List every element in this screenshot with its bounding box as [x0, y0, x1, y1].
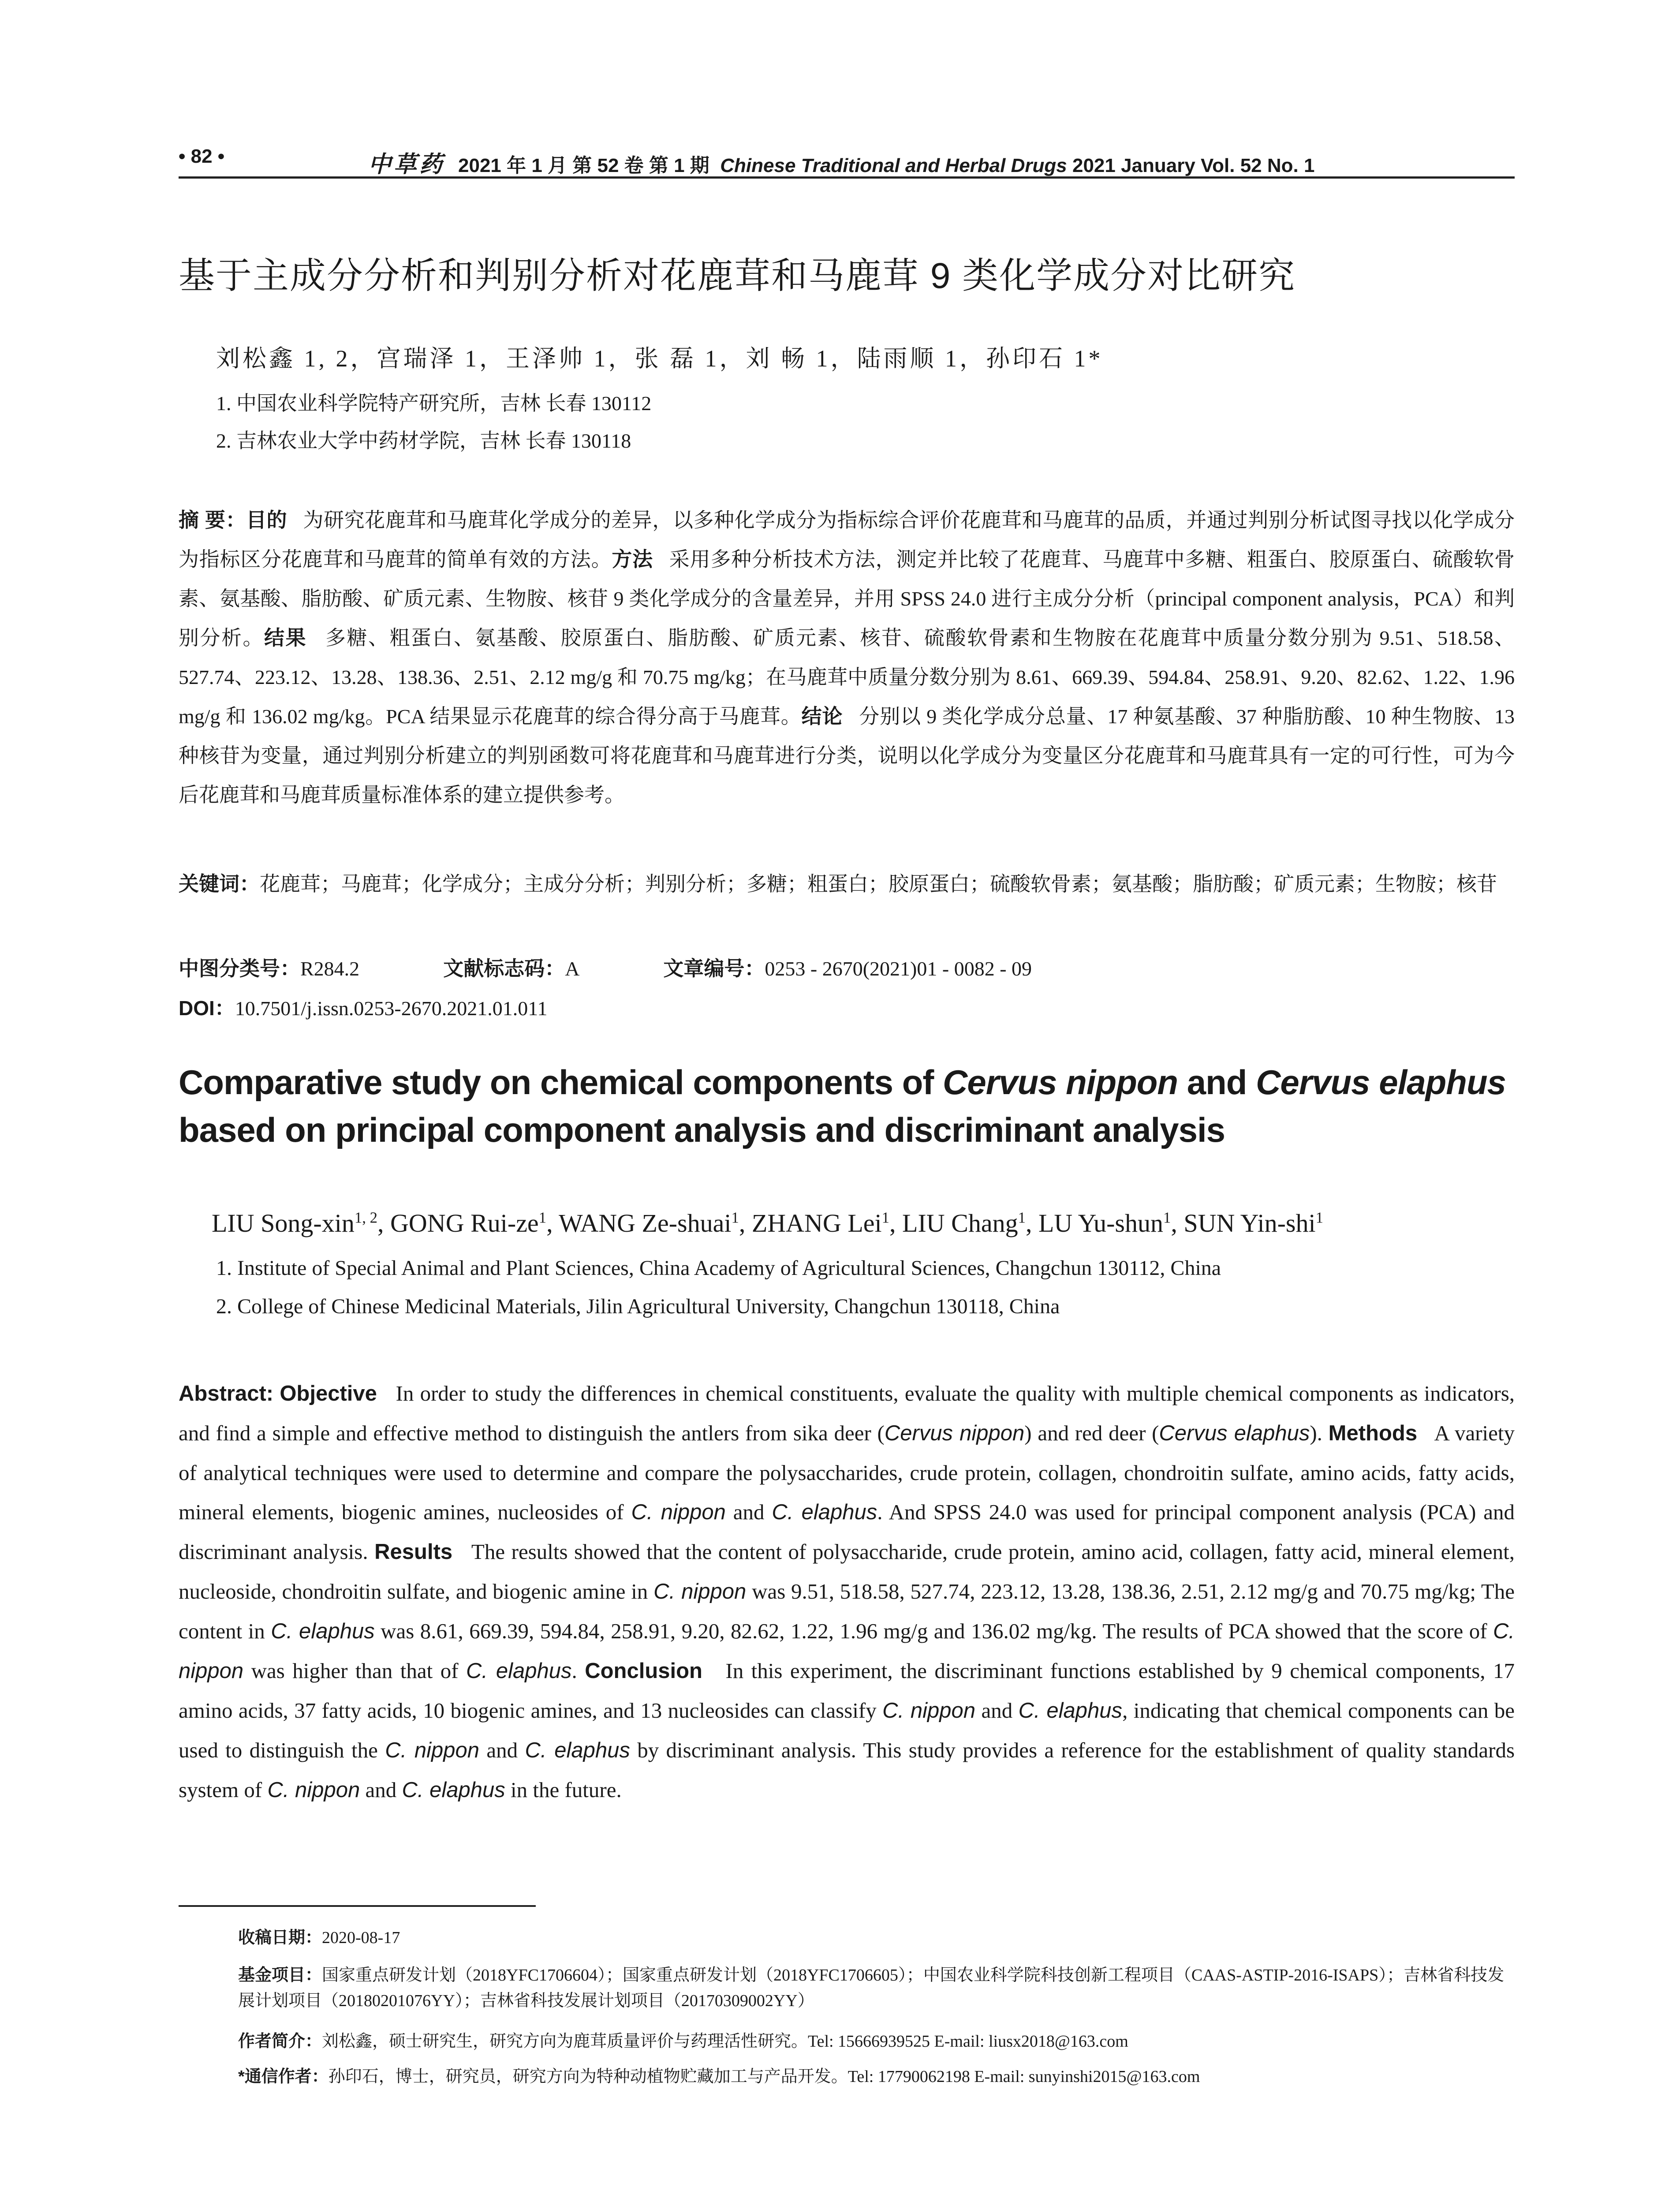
results-en-text: was 8.61, 669.39, 594.84, 258.91, 9.20, 82.62, 1.22, 1.96 mg/g and 136.02 mg/kg. The results of PCA showed that the score of	[381, 1619, 1487, 1643]
author-sup: 1	[731, 1209, 739, 1226]
results-en-text: was higher than that of	[251, 1659, 459, 1683]
doi-label: DOI：	[179, 997, 235, 1020]
objective-cn-label: 目的	[246, 508, 287, 531]
article-title-en	[179, 1058, 1546, 1154]
results-en-text: .	[571, 1659, 577, 1683]
abstract-en	[179, 1374, 1515, 1810]
results-cn-text: 多糖、粗蛋白、氨基酸、胶原蛋白、脂肪酸、矿质元素、核苷、硫酸软骨素和生物胺在花鹿茸中质量分数分别为 9.51、518.58、527.74、223.12、13.28、138.36、2.51、2.12 mg/g 和 70.75 mg/kg；在马鹿茸中质量分数分别为 8.61、669.39、594.84、258.91、9.20、82.62、1.22、1.96 mg/g 和 136.02 mg/kg。PCA 结果显示花鹿茸的综合得分高于马鹿茸。	[179, 627, 1515, 728]
conclusion-en-text: and	[981, 1698, 1013, 1723]
footnote-received	[238, 1925, 1517, 1951]
authors-en: LIU Song-xin$^{1, 2}$, GONG Rui-$ze^1$, WANG Ze-shuai$^1$, ZHANG Lei$^1$, LIU Chang$^1$, LU Yu-shun$^1$, SUN Yin-shi$^1$	[212, 1209, 1323, 1237]
author-bio-label: 作者简介：	[238, 2032, 322, 2051]
methods-en-text: . And SPSS 24.0 was used for principal component analysis (PCA) and discriminant analysis.	[179, 1500, 1515, 1564]
keywords-cn-text: 花鹿茸；马鹿茸；化学成分；主成分分析；判别分析；多糖；粗蛋白；胶原蛋白；硫酸软骨素；氨基酸；脂肪酸；矿质元素；生物胺；核苷	[260, 873, 1497, 895]
issue-cn: 2021 年 1 月 第 52 卷 第 1 期	[458, 155, 709, 176]
affiliation-en-1: 1. Institute of Special Animal and Plant Sciences, China Academy of Agricultural Sciences, Changchun 130112, China	[216, 1256, 1221, 1280]
species-name: C. nippon	[179, 1619, 1515, 1683]
title-en-part: based on principal component analysis and discriminant analysis	[179, 1110, 1225, 1149]
affiliation-en-2: 2. College of Chinese Medicinal Materials, Jilin Agricultural University, Changchun 130118, China	[216, 1295, 1060, 1318]
received-label: 收稿日期：	[238, 1928, 322, 1947]
title-en-part: and	[1178, 1063, 1256, 1102]
author-sup: 1	[1163, 1209, 1171, 1226]
conclusion-en-text: by discriminant analysis. This study provides a reference for the establishment of quality standards system of	[179, 1738, 1515, 1802]
running-header	[179, 146, 1515, 179]
title-en-species: Cervus nippon	[943, 1063, 1178, 1102]
footnote-corresponding	[238, 2064, 1517, 2089]
results-cn-label: 结果	[264, 626, 307, 649]
footnote-author	[238, 2029, 1517, 2054]
corresponding-text: 孙印石，博士，研究员，研究方向为特种动植物贮藏加工与产品开发。Tel: 17790062198 E-mail: sunyinshi2015@163.com	[328, 2067, 1200, 2086]
received-date: 2020-08-17	[322, 1928, 400, 1947]
classification-line	[179, 953, 1032, 982]
methods-en-text: A variety of analytical techniques were used to determine and compare the polysaccharides, crude protein, collagen, chondroitin sulfate, amino acids, fatty acids, mineral elements, biogenic amines, nucleosides of	[179, 1421, 1515, 1524]
species-name: C. elaphus	[772, 1500, 877, 1524]
objective-cn-text: 为研究花鹿茸和马鹿茸化学成分的差异，以多种化学成分为指标综合评价花鹿茸和马鹿茸的品质，并通过判别分析试图寻找以化学成分为指标区分花鹿茸和马鹿茸的简单有效的方法。	[179, 509, 1515, 571]
author-name: SUN Yin-shi	[1183, 1209, 1316, 1237]
affiliation-cn-1: 1. 中国农业科学院特产研究所，吉林 长春 130112	[216, 392, 652, 415]
clc-value: R284.2	[300, 957, 360, 980]
title-en-part: Comparative study on chemical components of	[179, 1063, 943, 1102]
author-sup: 1	[1018, 1209, 1026, 1226]
doi-line	[179, 992, 548, 1021]
article-title-cn: 基于主成分分析和判别分析对花鹿茸和马鹿茸 9 类化学成分对比研究	[179, 256, 1296, 296]
species-name: C. elaphus	[271, 1619, 375, 1643]
clc-label: 中图分类号：	[179, 957, 300, 980]
results-en-text: was 9.51, 518.58, 527.74, 223.12, 13.28, 138.36, 2.51, 2.12 mg/g and 70.75 mg/kg; The content in	[179, 1579, 1515, 1643]
objective-en-label: Objective	[280, 1382, 377, 1405]
conclusion-en-text: in the future.	[510, 1778, 622, 1802]
article-number-label: 文章编号：	[663, 957, 765, 980]
affiliation-cn-2: 2. 吉林农业大学中药材学院，吉林 长春 130118	[216, 430, 631, 452]
journal-issue-line	[368, 146, 1314, 179]
methods-en-text: and	[733, 1500, 765, 1524]
author-name: LU Yu-shun	[1038, 1209, 1163, 1237]
doi-value[interactable]: 10.7501/j.issn.0253-2670.2021.01.011	[235, 997, 548, 1020]
species-name: C. nippon	[882, 1699, 976, 1723]
keywords-cn	[179, 864, 1515, 904]
author-bio-text: 刘松鑫，硕士研究生，研究方向为鹿茸质量评价与药理活性研究。Tel: 15666939525 E-mail: liusx2018@163.com	[322, 2032, 1128, 2051]
abstract-cn-label: 摘 要：	[179, 508, 246, 531]
page-number: • 82 •	[179, 146, 225, 167]
species-name: C. nippon	[385, 1738, 480, 1762]
journal-name-cn: 中草药	[368, 151, 445, 178]
author-sup: 1	[538, 1209, 547, 1226]
title-en-species: Cervus elaphus	[1256, 1063, 1506, 1102]
species-name: C. nippon	[631, 1500, 726, 1524]
objective-en-text: ).	[1310, 1421, 1322, 1445]
doc-code-label: 文献标志码：	[443, 957, 565, 980]
author-name: LIU Chang	[902, 1209, 1018, 1237]
methods-en-label: Methods	[1328, 1421, 1418, 1445]
author-sup: 1, 2	[354, 1209, 378, 1226]
species-name: C. nippon	[653, 1580, 747, 1603]
conclusion-en-label: Conclusion	[585, 1659, 702, 1683]
authors-cn: 刘松鑫 1, 2，宫瑞泽 1，王泽帅 1，张 磊 1，刘 畅 1，陆雨顺 1，孙印石 1*	[216, 345, 1103, 372]
species-name: C. elaphus	[525, 1738, 630, 1762]
corresponding-label: *通信作者：	[238, 2067, 329, 2086]
author-name: ZHANG Lei	[751, 1209, 882, 1237]
species-name: Cervus nippon	[884, 1421, 1025, 1445]
footnote-funding	[238, 1962, 1517, 2014]
results-en-label: Results	[374, 1540, 453, 1564]
author-name: GONG Rui-ze	[390, 1209, 539, 1237]
species-name: C. elaphus	[1018, 1699, 1123, 1723]
article-number-value: 0253 - 2670(2021)01 - 0082 - 09	[765, 957, 1032, 980]
author-name: WANG Ze-shuai	[559, 1209, 732, 1237]
keywords-cn-label: 关键词：	[179, 872, 260, 895]
species-name: C. elaphus	[402, 1778, 505, 1802]
author-name: LIU Song-xin	[212, 1209, 355, 1237]
objective-en-text: In order to study the differences in chemical constituents, evaluate the quality with multiple chemical components as indicators, and find a simple and effective method to distinguish the antlers from sika deer (	[179, 1381, 1515, 1445]
abstract-en-label: Abstract:	[179, 1382, 274, 1405]
conclusion-cn-text: 分别以 9 类化学成分总量、17 种氨基酸、37 种脂肪酸、10 种生物胺、13 种核苷为变量，通过判别分析建立的判别函数可将花鹿茸和马鹿茸进行分类，说明以化学成分为变量区分花鹿茸和马鹿茸具有一定的可行性，可为今后花鹿茸和马鹿茸质量标准体系的建立提供参考。	[179, 705, 1515, 806]
species-name: C. elaphus	[466, 1659, 572, 1683]
journal-name-en: Chinese Traditional and Herbal Drugs	[720, 155, 1067, 176]
conclusion-en-text: and	[486, 1738, 518, 1762]
issue-en: 2021 January Vol. 52 No. 1	[1072, 155, 1315, 176]
abstract-cn	[179, 501, 1515, 815]
methods-cn-label: 方法	[612, 548, 653, 571]
conclusion-en-text: , indicating that chemical components can be used to distinguish the	[179, 1698, 1515, 1762]
author-sup: 1	[1315, 1209, 1323, 1226]
doc-code-value: A	[565, 957, 580, 980]
conclusion-en-text: In this experiment, the discriminant functions established by 9 chemical components, 17 amino acids, 37 fatty acids, 10 biogenic amines, and 13 nucleosides can classify	[179, 1659, 1515, 1723]
species-name: C. nippon	[267, 1778, 360, 1802]
conclusion-cn-label: 结论	[801, 705, 843, 728]
conclusion-en-text: and	[365, 1778, 397, 1802]
funding-label: 基金项目：	[238, 1966, 322, 1984]
methods-cn-text: 采用多种分析技术方法，测定并比较了花鹿茸、马鹿茸中多糖、粗蛋白、胶原蛋白、硫酸软骨素、氨基酸、脂肪酸、矿质元素、生物胺、核苷 9 类化学成分的含量差异，并用 SPSS 24.0 进行主成分分析（principal component analysis，PCA）和判别分析。	[179, 548, 1515, 649]
objective-en-text: ) and red deer (	[1024, 1421, 1159, 1445]
footnote-divider	[179, 1905, 536, 1907]
species-name: Cervus elaphus	[1159, 1421, 1310, 1445]
author-sup: 1	[881, 1209, 890, 1226]
funding-text: 国家重点研发计划（2018YFC1706604）；国家重点研发计划（2018YFC1706605）；中国农业科学院科技创新工程项目（CAAS-ASTIP-2016-ISAPS）；吉林省科技发展计划项目（20180201076YY）；吉林省科技发展计划项目（20170309002YY）	[238, 1966, 1505, 2010]
results-en-text: The results showed that the content of polysaccharide, crude protein, amino acid, collagen, fatty acid, mineral element, nucleoside, chondroitin sulfate, and biogenic amine in	[179, 1540, 1515, 1603]
